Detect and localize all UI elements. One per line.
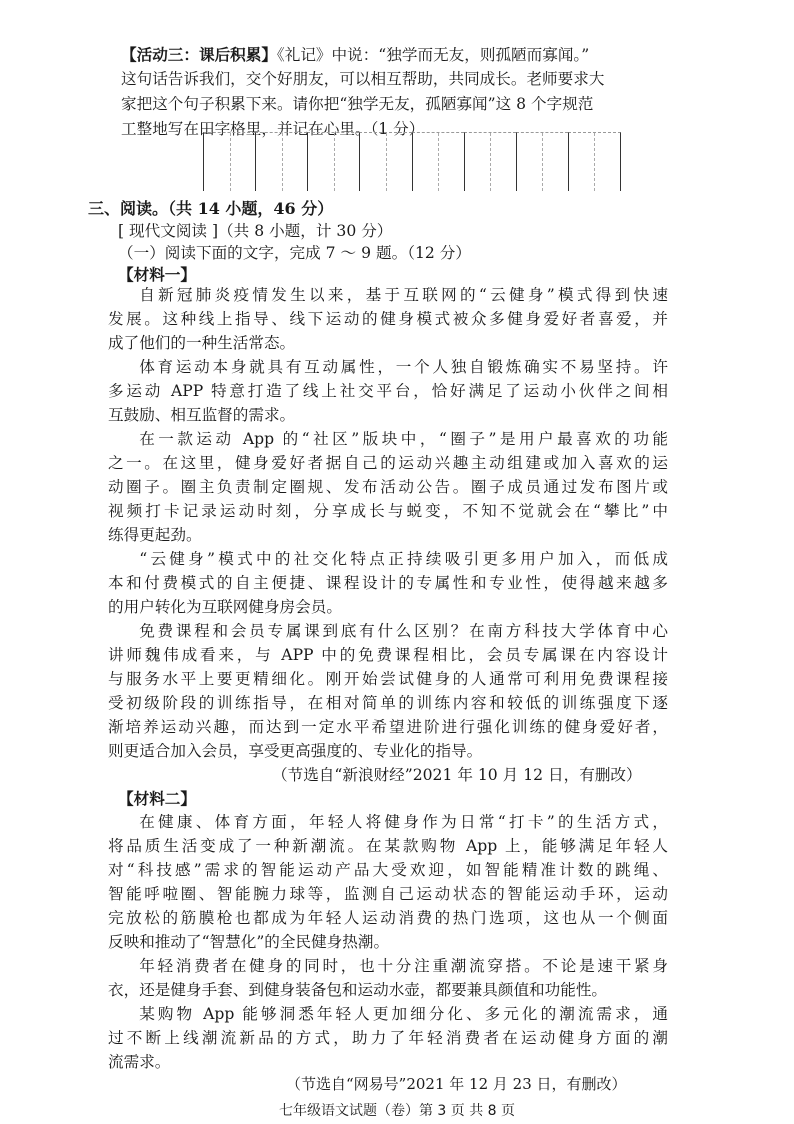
- activity3-line1: 【活动三：课后积累】《礼记》中说：“独学而无友，则孤陋而寡闻。”: [121, 45, 590, 64]
- part1-instruction: （一）阅读下面的文字，完成 7 ～ 9 题。（12 分）: [118, 244, 471, 262]
- grid-cell[interactable]: [412, 132, 464, 191]
- grid-cell[interactable]: [307, 132, 359, 191]
- material2-title: 【材料二】: [118, 789, 196, 808]
- grid-cell[interactable]: [464, 132, 516, 191]
- material1-para4: “云健身”模式中的社交化特点正持续吸引更多用户加入，而低成 本和付费模式的自主便捷、课程设计的专属性和专业性，使得越来越多 的用户转化为互联网健身房会员。: [108, 550, 668, 616]
- material1-para3: 在一款运动 App 的“社区”版块中，“圈子”是用户最喜欢的功能 之一。在这里，健身爱好者据自己的运动兴趣主动组建或加入喜欢的运 动圈子。圈主负责制定圈规、发布活动公告。圈子成员通过发布图片或 视频打卡记录运动时刻，分享成长与蜕变，不知不觉就会在“攀比”中 练得更起劲。: [108, 430, 668, 544]
- grid-cell[interactable]: [516, 132, 568, 191]
- grid-cell[interactable]: [359, 132, 411, 191]
- activity3-line4: 工整地写在田字格里，并记在心里。（1 分）: [121, 120, 425, 138]
- material1-para2: 体育运动本身就具有互动属性，一个人独自锻炼确实不易坚持。许 多运动 APP 特意打造了线上社交平台，恰好满足了运动小伙伴之间相 互鼓励、相互监督的需求。: [108, 358, 668, 424]
- material1-title: 【材料一】: [118, 265, 196, 284]
- modern-reading-header: [ 现代文阅读 ]（共 8 小题，计 30 分）: [118, 222, 393, 240]
- page-footer: 七年级语文试题（卷）第 3 页 共 8 页: [278, 1103, 516, 1119]
- grid-cell[interactable]: [255, 132, 307, 191]
- grid-cell[interactable]: [203, 132, 255, 191]
- material1-source: （节选自“新浪财经”2021 年 10 月 12 日，有删改）: [272, 766, 642, 784]
- material1-para5: 免费课程和会员专属课到底有什么区别？在南方科技大学体育中心 讲师魏伟成看来，与 APP 中的免费课程相比，会员专属课在内容设计 与服务水平上要更精细化。刚开始尝试健身的人通常可利用免费课程接 受初级阶段的训练指导，在相对简单的训练内容和较低的训练强度下逐 渐培养运动兴趣，而达到一定水平希望进阶进行强化训练的健身爱好者， 则更适合加入会员，享受更高强度的、专业化的指导。: [108, 622, 668, 760]
- tianzige-grid[interactable]: [203, 132, 621, 192]
- grid-cell[interactable]: [568, 132, 621, 191]
- material2-source: （节选自“网易号”2021 年 12 月 23 日，有删改）: [286, 1075, 627, 1093]
- material1-para1: 自新冠肺炎疫情发生以来，基于互联网的“云健身”模式得到快速 发展。这种线上指导、线下运动的健身模式被众多健身爱好者喜爱，并 成了他们的一种生活常态。: [108, 286, 668, 352]
- material2-para1: 在健康、体育方面，年轻人将健身作为日常“打卡”的生活方式， 将品质生活变成了一种新潮流。在某款购物 App 上，能够满足年轻人 对“科技感”需求的智能运动产品大受欢迎，如智能精准计数的跳绳、 智能呼啦圈、智能腕力球等，监测自己运动状态的智能运动手环，运动 完放松的筋膜枪也都成为年轻人运动消费的热门选项，这也从一个侧面 反映和推动了“智慧化”的全民健身热潮。: [108, 813, 668, 951]
- material2-para3: 某购物 App 能够洞悉年轻人更加细分化、多元化的潮流需求，通 过不断上线潮流新品的方式，助力了年轻消费者在运动健身方面的潮 流需求。: [108, 1005, 668, 1071]
- activity3-line2: 这句话告诉我们，交个好朋友，可以相互帮助，共同成长。老师要求大: [121, 70, 605, 88]
- material2-para2: 年轻消费者在健身的同时，也十分注重潮流穿搭。不论是速干紧身 衣，还是健身手套、到健身装备包和运动水壶，都要兼具颜值和功能性。: [108, 957, 668, 999]
- activity3-line3: 家把这个句子积累下来。请你把“独学无友，孤陋寡闻”这 8 个字规范: [121, 95, 594, 113]
- activity3-head: 【活动三：课后积累】: [121, 45, 277, 64]
- section3-title: 三、阅读。（共 14 小题，46 分）: [88, 199, 334, 218]
